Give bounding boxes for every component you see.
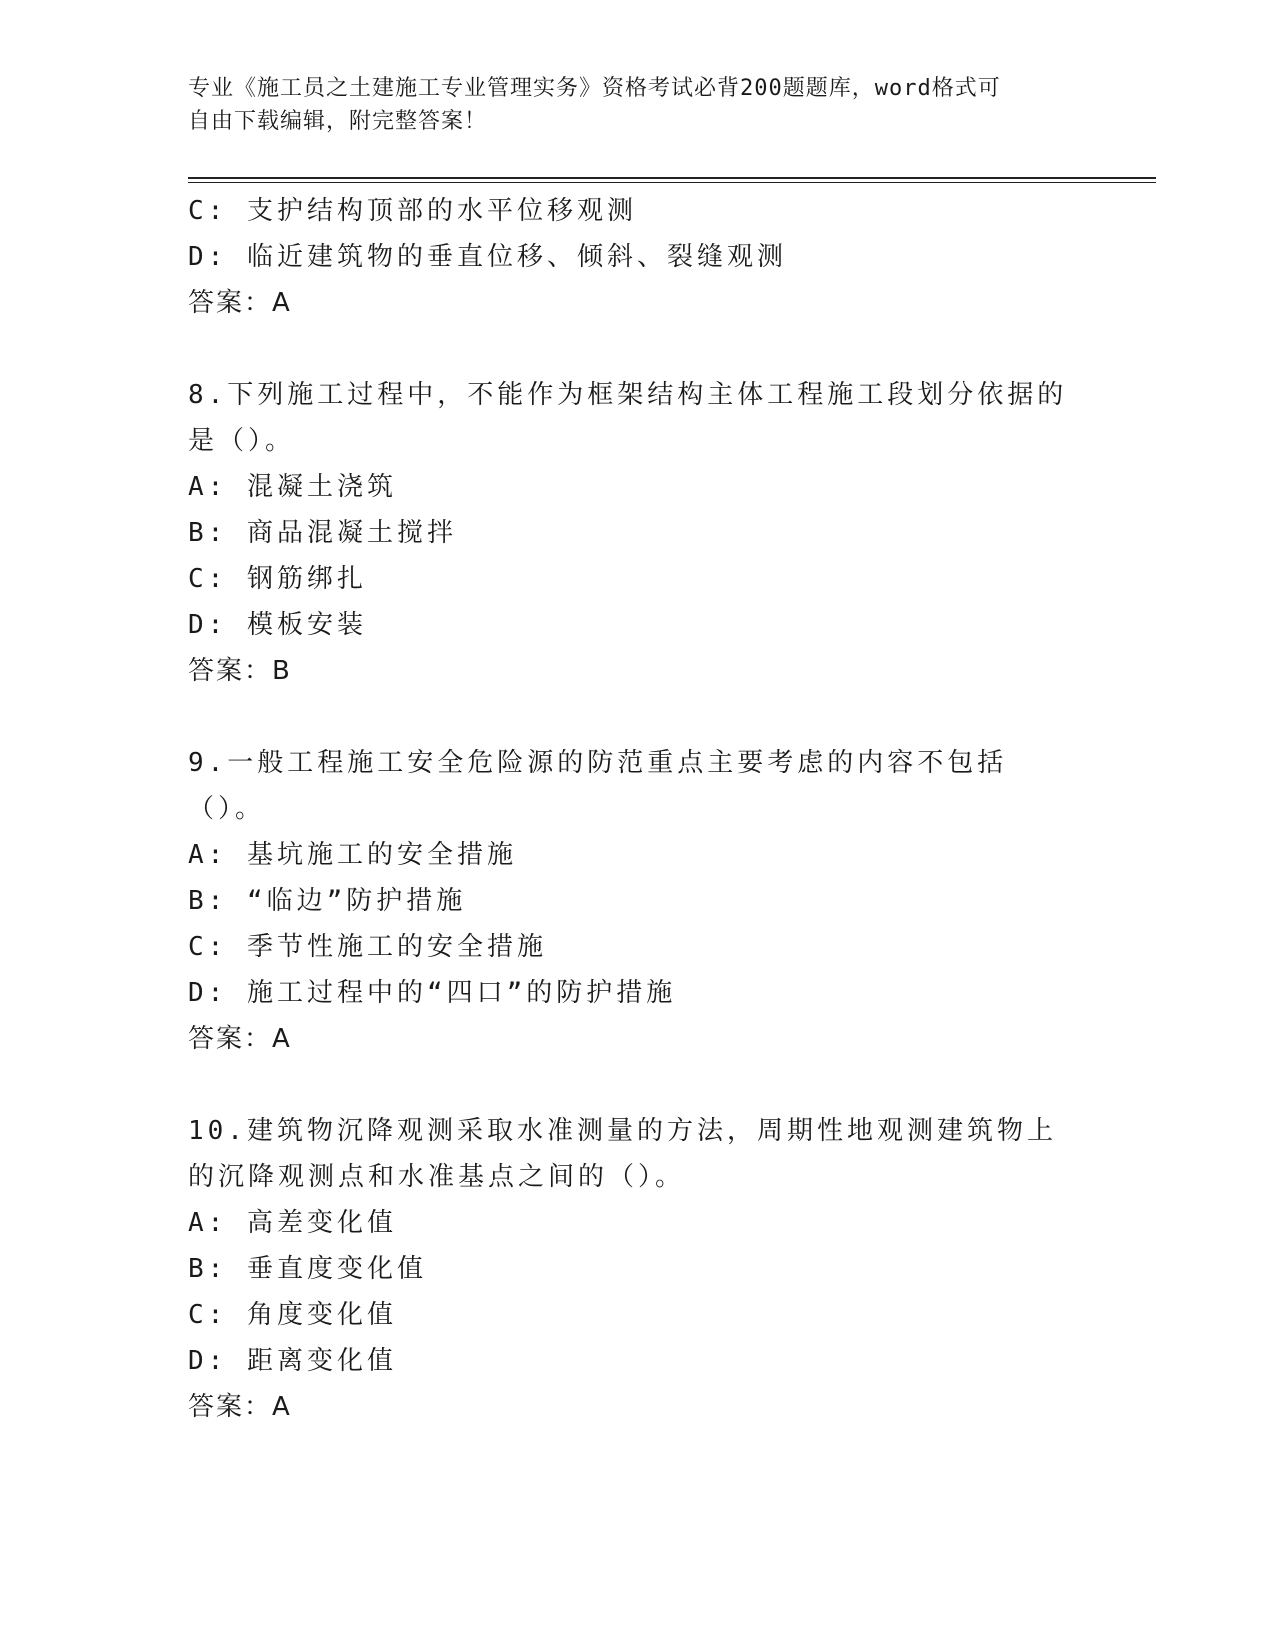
spacer	[188, 1062, 1088, 1108]
answer-line: 答案：A	[188, 1392, 292, 1422]
answer-line: 答案：B	[188, 656, 292, 686]
option-a: A: 基坑施工的安全措施	[188, 840, 517, 870]
option-d: D: 临近建筑物的垂直位移、倾斜、裂缝观测	[188, 242, 787, 272]
header-divider-thin	[188, 182, 1156, 183]
option-d: D: 模板安装	[188, 610, 367, 640]
option-a: A: 高差变化值	[188, 1208, 397, 1238]
option-a: A: 混凝土浇筑	[188, 472, 397, 502]
question-text: 9.一般工程施工安全危险源的防范重点主要考虑的内容不包括（）。	[188, 748, 1008, 824]
document-header	[188, 72, 1088, 138]
option-b: B: 垂直度变化值	[188, 1254, 427, 1284]
option-c: C: 角度变化值	[188, 1300, 397, 1330]
question-9	[188, 740, 1088, 1062]
option-b: B: “临边”防护措施	[188, 886, 467, 916]
spacer	[188, 694, 1088, 740]
option-b: B: 商品混凝土搅拌	[188, 518, 457, 548]
spacer	[188, 326, 1088, 372]
question-8	[188, 372, 1088, 694]
header-divider-thick	[188, 177, 1156, 179]
answer-line: 答案：A	[188, 288, 292, 318]
header-title-line-2: 自由下载编辑，附完整答案！	[188, 109, 488, 134]
question-list	[188, 188, 1088, 1430]
option-c: C: 季节性施工的安全措施	[188, 932, 547, 962]
option-c: C: 钢筋绑扎	[188, 564, 367, 594]
option-c: C: 支护结构顶部的水平位移观测	[188, 196, 637, 226]
header-title-line-1: 专业《施工员之土建施工专业管理实务》资格考试必背200题题库，word格式可	[188, 76, 1001, 101]
previous-question-tail	[188, 188, 1088, 326]
question-text: 8.下列施工过程中，不能作为框架结构主体工程施工段划分依据的是（）。	[188, 380, 1068, 456]
option-d: D: 施工过程中的“四口”的防护措施	[188, 978, 677, 1008]
question-text: 10.建筑物沉降观测采取水准测量的方法，周期性地观测建筑物上的沉降观测点和水准基点之间的（）。	[188, 1116, 1057, 1192]
answer-line: 答案：A	[188, 1024, 292, 1054]
question-10	[188, 1108, 1088, 1430]
option-d: D: 距离变化值	[188, 1346, 397, 1376]
